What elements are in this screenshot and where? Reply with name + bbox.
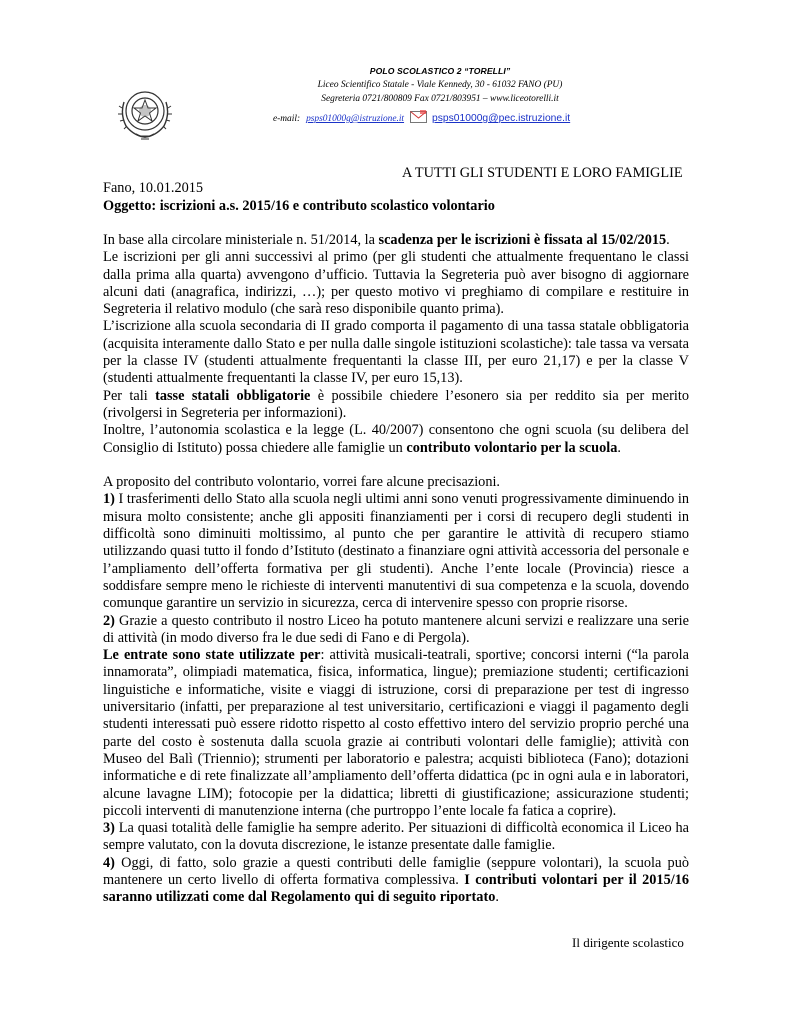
republic-emblem-icon [116,82,174,142]
regulation-highlight: I contributi volontari per il 2015/16 saranno utilizzati come dal Regolamento qui di seguito riportato [103,871,689,906]
paragraph-point-2: 2) Grazie a questo contributo il nostro Liceo ha potuto mantenere alcuni servizi e realizzare una serie di attività (in modo diverso fra le due sedi di Fano e di Pergola). [103,612,689,646]
paragraph-intro: A proposito del contributo volontario, vorrei fare alcune precisazioni. [103,474,501,491]
letterhead [240,66,640,106]
paragraph-state-tax: L’iscrizione alla scuola secondaria di II grado comporta il pagamento di una tassa statale obbligatoria (acquisita interamente dallo Stato e per nulla dalle singole istituzioni scolastiche): tale tassa va versata per la classe IV (studenti attualmente frequentanti la classe III, per euro 21,17) e per la classe V (studenti attualmente frequentanti la classe IV, per euro 15,13). [103,318,689,387]
uses-highlight: Le entrate sono state utilizzate per [103,647,321,664]
paragraph-point-4: 4) Oggi, di fatto, solo grazie a questi contributi delle famiglie (seppure volontari), la scuola può mantenere un certo livello di offerta formativa complessiva. I contributi volontari per il 2015/16 saranno utilizzati come dal Regolamento qui di seguito riportato. [103,854,689,906]
paragraph-point-1: 1) I trasferimenti dello Stato alla scuola negli ultimi anni sono venuti progressivamente diminuendo in misura molto consistente; anche gli appositi finanziamenti per i corsi di recupero degli studenti in difficoltà sono diminuiti moltissimo, al punto che per garantire le attività di recupero stiamo utilizzando quasi tutto il fondo d’Istituto (destinato a finanziare ogni attività accessoria del personale e l’ampliamento dell’offerta formativa per gli studenti). Anche l’ente locale (Provincia) riesce a soddisfare sempre meno le richieste di interventi manutentivi di sua competenza e la scuola, dovendo comunque garantire un servizio in sicurezza, cerca di intervenire spesso con proprie risorse. [103,491,689,612]
paragraph-point-3: 3) La quasi totalità delle famiglie ha sempre aderito. Per situazioni di difficoltà economica il Liceo ha sempre valutato, con la dovuta discrezione, le istanze presentate dalle famiglie. [103,820,689,854]
envelope-icon [410,110,427,123]
pec-email-link[interactable]: psps01000g@pec.istruzione.it [432,113,571,124]
letter-body [103,232,689,907]
letter-date: Fano, 10.01.2015 [103,180,204,196]
email-row [273,108,570,126]
school-address: Liceo Scientifico Statale - Viale Kennedy, 30 - 61032 FANO (PU) [317,80,563,90]
email-link[interactable]: psps01000g@istruzione.it [306,114,405,124]
tax-highlight: tasse statali obbligatorie [155,387,311,404]
school-name: POLO SCOLASTICO 2 “TORELLI” [369,66,511,76]
paragraph-deadline: In base alla circolare ministeriale n. 51/2014, la scadenza per le iscrizioni è fissata al 15/02/2015. [103,232,670,248]
contribution-highlight: contributo volontario per la scuola [406,439,618,456]
letter-subject: Oggetto: iscrizioni a.s. 2015/16 e contributo scolastico volontario [103,198,495,214]
recipient-line: A TUTTI GLI STUDENTI E LORO FAMIGLIE [402,165,683,181]
paragraph-uses: Le entrate sono state utilizzate per: attività musicali-teatrali, sportive; concorsi interni (“la parola innamorata”, olimpiadi matematica, fisica, informatica, lingue); premiazione studenti; certificazioni linguistiche e informatiche, visite e viaggi di istruzione, corsi di preparazione per test di ingresso universitario (infatti, per preparazione al test universitario, certificazioni e viaggi il pagamento degli studenti interessati può essere ridotto rispetto al costo effettivo intero del servizio proprio perché una parte del costo è sostenuta dalla scuola grazie ai contributi volontari delle famiglie); attività con Museo del Balì (Triennio); strumenti per laboratorio e palestra; acquisti biblioteca (Fano); dotazioni informatiche e di rete finalizzate all’ampliamento dell’offerta didattica (pc in ogni aula e in laboratori, alcune lavagne LIM); fotocopie per la didattica; libretti di giustificazione; assicurazione studenti; piccoli interventi di manutenzione interna (che purtroppo l’ente locale fa fatica a coprire). [103,647,689,819]
paragraph-exemption: Per tali tasse statali obbligatorie è possibile chiedere l’esonero sia per reddito sia per merito (rivolgersi in Segreteria per informazioni). [103,387,690,421]
email-label: e-mail: [273,114,301,124]
signature: Il dirigente scolastico [572,935,684,950]
paragraph-autonomy: Inoltre, l’autonomia scolastica e la legge (L. 40/2007) consentono che ogni scuola (su delibera del Consiglio di Istituto) possa chiedere alle famiglie un contributo volontario per la scuola. [103,422,689,456]
paragraph-enrollment: Le iscrizioni per gli anni successivi al primo (per gli studenti che attualmente frequentano le classi dalla prima alla quarta) avvengono d’ufficio. Tuttavia la Segreteria può aver bisogno di aggiornare alcuni dati (anagrafica, indirizzi, …); per questo motivo vi preghiamo di compilare e restituire in Segreteria il relativo modulo (che sarà reso disponibile quanto prima). [103,249,689,318]
deadline-highlight: scadenza per le iscrizioni è fissata al 15/02/2015 [378,232,667,248]
school-contacts: Segreteria 0721/800809 Fax 0721/803951 – www.liceotorelli.it [321,93,559,104]
